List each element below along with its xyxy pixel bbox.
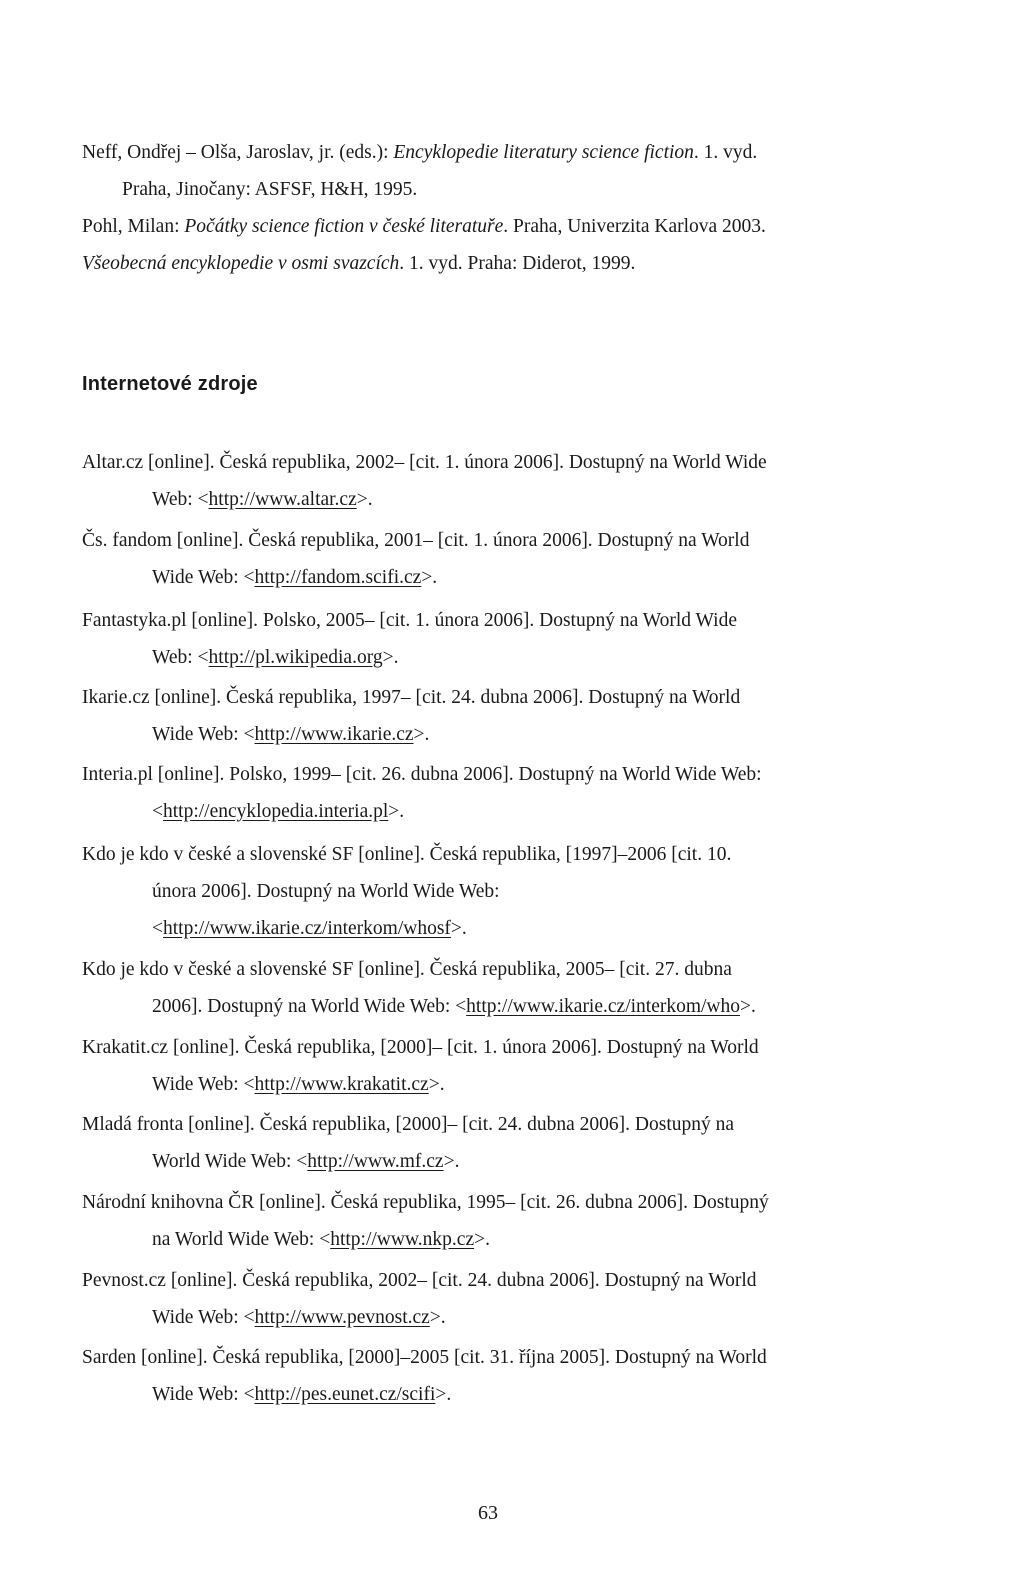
section-heading: Internetové zdroje <box>82 373 258 395</box>
web-source-entry <box>82 1347 962 1405</box>
entry-line: Kdo je kdo v české a slovenské SF [online]. Česká republika, 2005– [cit. 27. dubna <box>82 959 732 980</box>
entry-continuation: února 2006]. Dostupný na World Wide Web: <box>152 881 500 902</box>
web-source-entry <box>82 687 962 745</box>
source-link[interactable]: http://www.ikarie.cz/interkom/whosf <box>163 918 451 939</box>
entry-line: Krakatit.cz [online]. Česká republika, [2000]– [cit. 1. února 2006]. Dostupný na World <box>82 1037 759 1058</box>
entry-continuation: Wide Web: <http://www.krakatit.cz>. <box>152 1074 445 1095</box>
entry-line: Kdo je kdo v české a slovenské SF [online]. Česká republika, [1997]–2006 [cit. 10. <box>82 844 732 865</box>
source-link[interactable]: http://www.ikarie.cz <box>254 724 414 745</box>
source-link[interactable]: http://www.krakatit.cz <box>254 1074 429 1095</box>
source-link[interactable]: http://pl.wikipedia.org <box>208 647 383 668</box>
entry-line: Altar.cz [online]. Česká republika, 2002– [cit. 1. února 2006]. Dostupný na World Wide <box>82 452 767 473</box>
source-link[interactable]: http://www.altar.cz <box>208 489 357 510</box>
bibliography-entry <box>82 254 962 274</box>
web-source-entry <box>82 1192 962 1250</box>
web-source-entry <box>82 530 962 588</box>
entry-title: Všeobecná encyklopedie v osmi svazcích <box>82 253 400 274</box>
source-link[interactable]: http://encyklopedia.interia.pl <box>163 801 389 822</box>
source-link[interactable]: http://www.mf.cz <box>307 1151 444 1172</box>
entry-line: Ikarie.cz [online]. Česká republika, 1997– [cit. 24. dubna 2006]. Dostupný na World <box>82 687 741 708</box>
web-source-entry <box>82 610 962 668</box>
entry-continuation: Wide Web: <http://www.ikarie.cz>. <box>152 724 430 745</box>
entry-continuation: Praha, Jinočany: ASFSF, H&H, 1995. <box>122 179 418 200</box>
source-link[interactable]: http://www.ikarie.cz/interkom/who <box>466 996 741 1017</box>
entry-line: Mladá fronta [online]. Česká republika, [2000]– [cit. 24. dubna 2006]. Dostupný na <box>82 1114 735 1135</box>
entry-continuation: Wide Web: <http://pes.eunet.cz/scifi>. <box>152 1384 452 1405</box>
entry-details: . 1. vyd. <box>693 142 758 163</box>
web-source-entry <box>82 959 962 1017</box>
web-source-entry <box>82 844 962 939</box>
entry-line: Fantastyka.pl [online]. Polsko, 2005– [cit. 1. února 2006]. Dostupný na World Wide <box>82 610 737 631</box>
entry-continuation: Web: <http://pl.wikipedia.org>. <box>152 647 399 668</box>
entry-continuation: Web: <http://www.altar.cz>. <box>152 489 373 510</box>
page-number: 63 <box>478 1502 498 1524</box>
entry-author: Pohl, Milan: <box>82 216 185 237</box>
entry-title: Encyklopedie literatury science fiction <box>393 142 694 163</box>
source-link[interactable]: http://www.nkp.cz <box>330 1229 475 1250</box>
entry-continuation: Wide Web: <http://fandom.scifi.cz>. <box>152 567 438 588</box>
entry-continuation: <http://encyklopedia.interia.pl>. <box>152 801 405 822</box>
entry-line: Interia.pl [online]. Polsko, 1999– [cit. 26. dubna 2006]. Dostupný na World Wide Web: <box>82 764 762 785</box>
bibliography-entry <box>82 217 962 237</box>
web-source-entry <box>82 1037 962 1095</box>
entry-continuation: Wide Web: <http://www.pevnost.cz>. <box>152 1307 446 1328</box>
entry-continuation: World Wide Web: <http://www.mf.cz>. <box>152 1151 460 1172</box>
entry-continuation: 2006]. Dostupný na World Wide Web: <http://www.ikarie.cz/interkom/who>. <box>152 996 756 1017</box>
source-link[interactable]: http://fandom.scifi.cz <box>254 567 422 588</box>
web-source-entry <box>82 1114 962 1172</box>
source-link[interactable]: http://pes.eunet.cz/scifi <box>254 1384 436 1405</box>
entry-line: Národní knihovna ČR [online]. Česká republika, 1995– [cit. 26. dubna 2006]. Dostupný <box>82 1192 769 1213</box>
web-source-entry <box>82 452 962 510</box>
entry-continuation: <http://www.ikarie.cz/interkom/whosf>. <box>152 918 467 939</box>
entry-title: Počátky science fiction v české literatuře <box>184 216 504 237</box>
entry-line: Sarden [online]. Česká republika, [2000]–2005 [cit. 31. října 2005]. Dostupný na World <box>82 1347 767 1368</box>
entry-continuation: na World Wide Web: <http://www.nkp.cz>. <box>152 1229 490 1250</box>
web-source-entry <box>82 1270 962 1328</box>
entry-author: Neff, Ondřej – Olša, Jaroslav, jr. (eds.): <box>82 142 394 163</box>
source-link[interactable]: http://www.pevnost.cz <box>254 1307 430 1328</box>
entry-details: . 1. vyd. Praha: Diderot, 1999. <box>399 253 636 274</box>
bibliography-entry <box>82 142 962 200</box>
entry-line: Čs. fandom [online]. Česká republika, 2001– [cit. 1. února 2006]. Dostupný na World <box>82 530 750 551</box>
web-source-entry <box>82 764 962 822</box>
entry-details: . Praha, Univerzita Karlova 2003. <box>503 216 766 237</box>
entry-line: Pevnost.cz [online]. Česká republika, 2002– [cit. 24. dubna 2006]. Dostupný na World <box>82 1270 757 1291</box>
